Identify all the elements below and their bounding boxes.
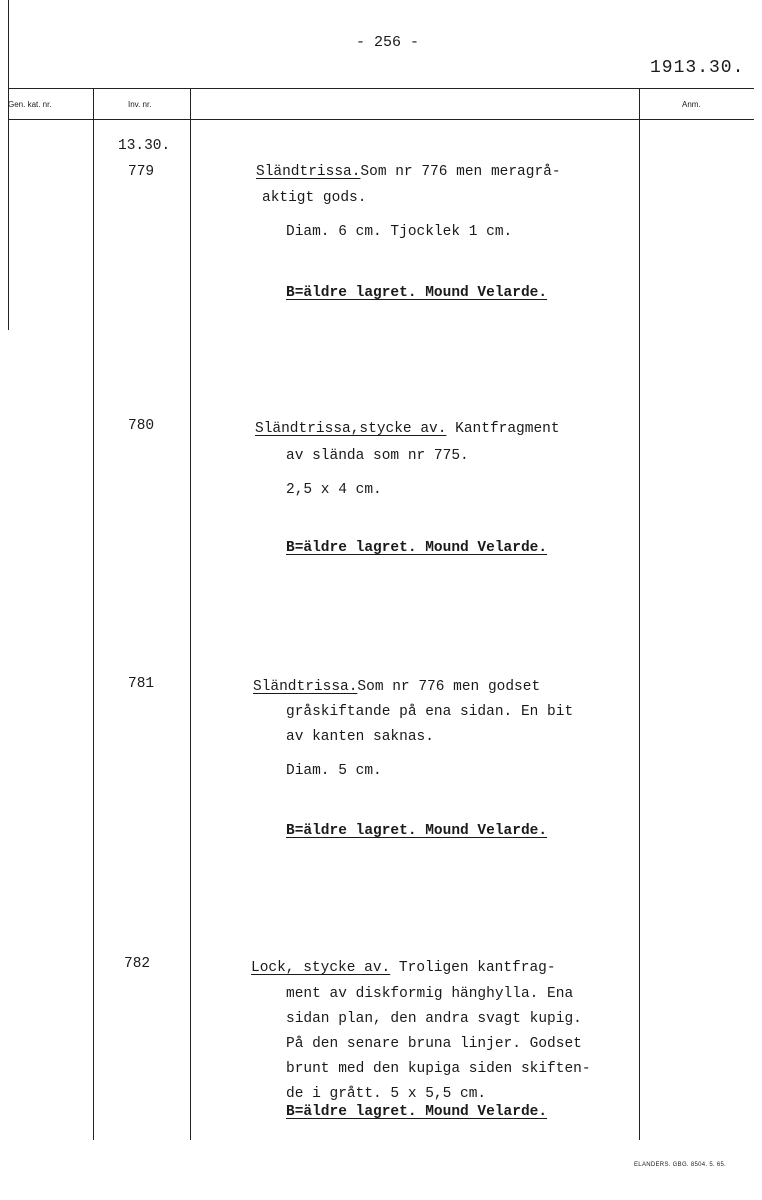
- inv-number: 782: [124, 956, 151, 972]
- inv-number: 780: [128, 418, 155, 434]
- entry-provenance: B=äldre lagret. Mound Velarde.: [286, 1104, 548, 1120]
- entry-description: av slända som nr 775.: [286, 448, 469, 464]
- entry-text-line: [251, 958, 556, 978]
- series-number: 1913.30.: [650, 58, 745, 78]
- entry-description: aktigt gods.: [262, 190, 367, 206]
- entry-title: Sländtrissa.: [256, 164, 361, 180]
- entry-description: ment av diskformig hänghylla. Ena: [286, 986, 574, 1002]
- entry-description: brunt med den kupiga siden skiften-: [286, 1061, 591, 1077]
- entry-description: gråskiftande på ena sidan. En bit: [286, 704, 574, 720]
- entry-title: Sländtrissa.: [253, 679, 358, 695]
- inv-number: 779: [128, 164, 155, 180]
- left-margin-rule: [8, 0, 9, 330]
- entry-description: sidan plan, den andra svagt kupig.: [286, 1011, 582, 1027]
- printer-mark: ELANDERS. GBG. 8504. 5. 65.: [634, 1162, 727, 1168]
- inv-heading: Inv. nr.: [128, 100, 152, 109]
- header-bottom-rule: [8, 119, 754, 120]
- inv-number: 781: [128, 676, 155, 692]
- entry-measurements: Diam. 6 cm. Tjocklek 1 cm.: [286, 224, 513, 240]
- gen-kat-heading: Gen. kat. nr.: [8, 100, 52, 109]
- entry-measurements: Diam. 5 cm.: [286, 763, 382, 779]
- entry-description: av kanten saknas.: [286, 729, 434, 745]
- entry-measurements: de i grått. 5 x 5,5 cm.: [286, 1086, 487, 1102]
- anm-column-rule: [639, 88, 640, 1140]
- entry-provenance: B=äldre lagret. Mound Velarde.: [286, 540, 548, 556]
- gen-kat-column-rule: [93, 88, 94, 1140]
- page-number: - 256 -: [356, 34, 420, 51]
- entry-title: Sländtrissa,stycke av.: [255, 421, 447, 437]
- entry-measurements: 2,5 x 4 cm.: [286, 482, 382, 498]
- entry-description: Kantfragment: [446, 421, 560, 437]
- header-top-rule: [8, 88, 754, 89]
- series-label: 13.30.: [118, 138, 171, 154]
- entry-description: Som nr 776 men godset: [357, 679, 541, 695]
- entry-title: Lock, stycke av.: [251, 960, 391, 976]
- entry-description: Troligen kantfrag-: [390, 960, 556, 976]
- entry-description: På den senare bruna linjer. Godset: [286, 1036, 582, 1052]
- entry-provenance: B=äldre lagret. Mound Velarde.: [286, 285, 548, 301]
- entry-text-line: [253, 677, 540, 697]
- inv-column-rule: [190, 88, 191, 1140]
- entry-text-line: [256, 162, 561, 182]
- anm-heading: Anm.: [682, 100, 701, 109]
- entry-description: Som nr 776 men meragrå-: [360, 164, 561, 180]
- entry-provenance: B=äldre lagret. Mound Velarde.: [286, 823, 548, 839]
- entry-text-line: [255, 419, 560, 439]
